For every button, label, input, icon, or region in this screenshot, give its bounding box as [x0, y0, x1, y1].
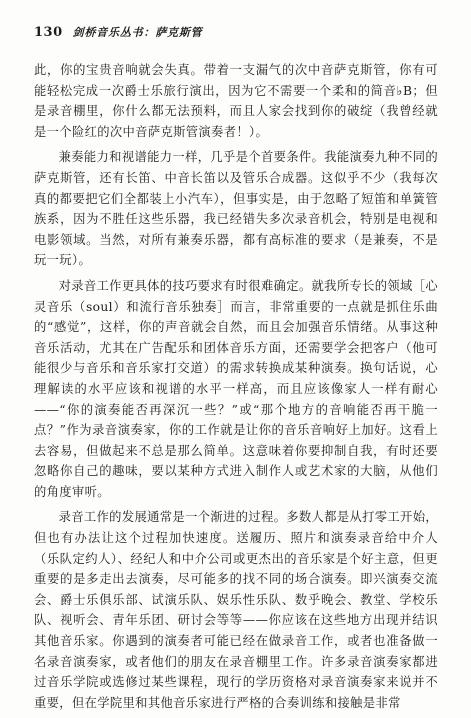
paragraph: 对录音工作更具体的技巧要求有时很难确定。就我所专长的领域［心灵音乐（soul）和流行音乐独奏］而言，非常重要的一点就是抓住乐曲的“感觉”，这样，你的声音就会自然，而且会加强音乐情绪。从事这种音乐活动，尤其在广告配乐和团体音乐方面，还需要学会把客户（他可能很少与音乐和音乐家打交道）的需求转换成某种演奏。换句话说，心理解读的水平应该和视谱的水平一样高，而且应该像家人一样有耐心——“你的演奏能否再深沉一些？”或“那个地方的音响能否再干脆一点？”作为录音演奏家，你的工作就是让你的音乐音响好上加好。这看上去容易，但做起来不总是那么简单。这意味着你要抑制自我，有时还要忽略你自己的趣味，要以某种方式进入制作人或艺术家的大脑，从他们的角度审听。 [34, 278, 439, 499]
page-header [34, 24, 437, 42]
running-head: 剑桥音乐丛书：萨克斯管 [72, 26, 203, 39]
paragraph: 兼奏能力和视谱能力一样，几乎是个首要条件。我能演奏九种不同的萨克斯管，还有长笛、中音长笛以及管乐合成器。这似乎不少（我每次真的都要把它们全都装上小汽车），但事实是，由于忽略了短笛和单簧管族系，因为不胜任这些乐器，我已经错失多次录音机会，特别是电视和电影领域。当然，对所有兼奏乐器，都有高标准的要求（是兼奏，不是玩一玩）。 [34, 150, 439, 268]
page-number: 130 [34, 25, 63, 40]
body-text [34, 60, 438, 718]
paragraph: 录音工作的发展通常是一个渐进的过程。多数人都是从打零工开始，但也有办法让这个过程加快速度。送履历、照片和演奏录音给中介人（乐队定约人）、经纪人和中介公司或更杰出的音乐家是个好主意，但更重要的是多走出去演奏，尽可能多的找不同的场合演奏。即兴演奏交流会、爵士乐俱乐部、试演乐队、娱乐性乐队、数乎晚会、教堂、学校乐队、视听会、青年乐团、研讨会等等——你应该在这些地方出现并结识其他音乐家。你遇到的演奏者可能已经在做录音工作，或者也准备做一名录音演奏家，或者他们的朋友在录音棚里工作。许多录音演奏家都进过音乐学院或选修过某些课程，现行的学历资格对录音演奏家来说并不重要，但在学院里和其他音乐家进行严格的合奏训练和接触是非常 [34, 510, 439, 710]
paragraph: 此，你的宝贵音响就会失真。带着一支漏气的次中音萨克斯管，你有可能轻松完成一次爵士乐旅行演出，因为它不需要一个柔和的简音♭B；但是录音棚里，你什么都无法预料，而且人家会找到你的破绽（我曾经就是一个险红的次中音萨克斯管演奏者！）。 [34, 63, 438, 139]
